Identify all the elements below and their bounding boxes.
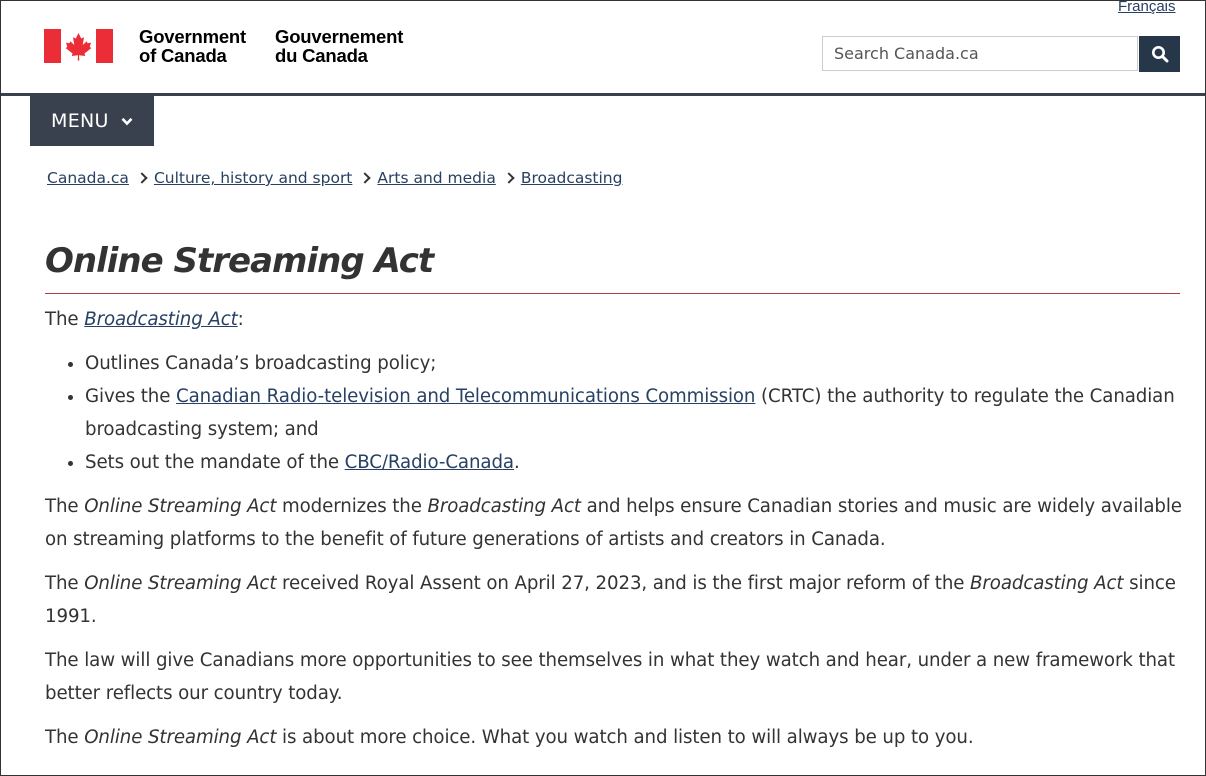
paragraph-choice xyxy=(45,721,1185,754)
italic-act-name: Broadcasting Act xyxy=(970,573,1124,594)
text-span: modernizes the xyxy=(276,496,428,517)
text-span: The xyxy=(45,496,85,517)
menu-label: MENU xyxy=(51,110,109,132)
wordmark-english[interactable] xyxy=(139,27,246,65)
act-summary-list xyxy=(45,347,1185,479)
chevron-right-icon xyxy=(503,172,514,183)
search-input[interactable] xyxy=(822,36,1138,71)
broadcasting-act-link[interactable] xyxy=(84,309,237,330)
breadcrumb xyxy=(47,169,622,187)
menu-button[interactable] xyxy=(30,96,154,146)
list-item-text: Gives the xyxy=(85,386,176,407)
text-span: is about more choice. What you watch and listen to will always be up to you. xyxy=(276,727,974,748)
wordmark-en-line2: of Canada xyxy=(139,45,227,66)
breadcrumb-link-canada[interactable]: Canada.ca xyxy=(47,169,129,187)
language-toggle-link[interactable]: Français xyxy=(1118,0,1176,15)
crtc-link[interactable]: Canadian Radio-television and Telecommunications Commission xyxy=(176,386,756,407)
list-item-text: Sets out the mandate of the xyxy=(85,452,345,473)
main-content xyxy=(45,303,1185,765)
text-span: since 1991. xyxy=(45,573,1176,627)
italic-act-name: Online Streaming Act xyxy=(84,727,277,748)
paragraph-opportunities: The law will give Canadians more opportunities to see themselves in what they watch and hear, under a new framework that better reflects our country today. xyxy=(45,650,1175,704)
text-span: received Royal Assent on April 27, 2023, and is the first major reform of the xyxy=(276,573,971,594)
italic-act-name: Online Streaming Act xyxy=(84,496,277,517)
text-span: The xyxy=(45,573,85,594)
intro-text: The xyxy=(45,309,85,330)
chevron-right-icon xyxy=(136,172,147,183)
italic-act-name: Broadcasting Act xyxy=(427,496,581,517)
list-item xyxy=(85,446,1185,479)
intro-paragraph xyxy=(45,303,1185,336)
wordmark-fr-line2: du Canada xyxy=(275,45,368,66)
list-item xyxy=(85,380,1185,446)
text-span: The xyxy=(45,727,85,748)
wordmark-french[interactable] xyxy=(275,27,403,65)
breadcrumb-link-broadcasting[interactable]: Broadcasting xyxy=(520,169,623,187)
list-item-text: . xyxy=(513,452,520,473)
cbc-radio-canada-link[interactable]: CBC/Radio-Canada xyxy=(344,452,514,473)
canada-flag-icon xyxy=(44,29,113,63)
chevron-right-icon xyxy=(360,172,371,183)
list-item-text: Outlines Canada’s broadcasting policy; xyxy=(85,353,437,374)
chevron-down-icon xyxy=(121,117,133,126)
title-underline xyxy=(45,293,1180,294)
intro-colon: : xyxy=(237,309,244,330)
paragraph-modernizes xyxy=(45,490,1185,556)
list-item xyxy=(85,347,1185,380)
list-item-text: (CRTC) the authority to regulate the Canadian broadcasting system; and xyxy=(85,386,1175,440)
breadcrumb-link-culture[interactable]: Culture, history and sport xyxy=(153,169,353,187)
text-span: and helps ensure Canadian stories and music are widely available on streaming platforms to the benefit of future generations of artists and creators in Canada. xyxy=(45,496,1182,550)
search-button[interactable] xyxy=(1139,36,1180,72)
header-divider xyxy=(1,93,1206,96)
wordmark-fr-line1: Gouvernement xyxy=(275,26,404,47)
paragraph-royal-assent xyxy=(45,567,1185,633)
broadcasting-act-link-text: Broadcasting Act xyxy=(84,309,238,330)
search-icon xyxy=(1151,45,1169,63)
italic-act-name: Online Streaming Act xyxy=(84,573,277,594)
breadcrumb-link-arts-media[interactable]: Arts and media xyxy=(377,169,496,187)
wordmark-en-line1: Government xyxy=(139,26,246,47)
page-title: Online Streaming Act xyxy=(45,241,434,281)
